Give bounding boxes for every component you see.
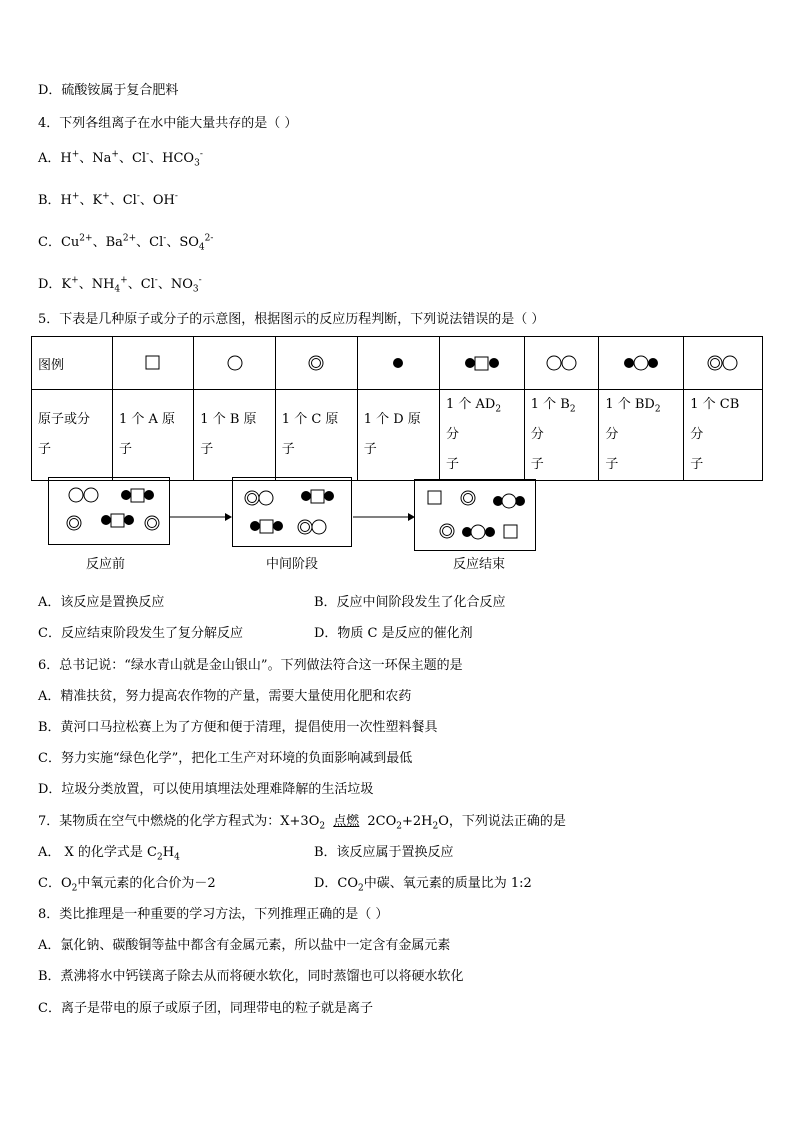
q5-legend-table	[31, 336, 763, 481]
q5-option-d: D．物质 C 是反应的催化剂	[314, 626, 473, 641]
double-circle-atom-icon	[307, 354, 325, 372]
ad2-molecule-icon	[462, 354, 502, 372]
arrow-before-to-middle-icon	[170, 511, 232, 523]
b2-molecule-icon	[545, 354, 579, 372]
reaction-before-particles	[49, 478, 169, 544]
circle-atom-icon	[226, 354, 244, 372]
q7-option-c: C．$O_2$中氧元素的化合价为－2	[38, 876, 216, 894]
desc-d-atom: 1 个 D 原子	[357, 390, 439, 481]
reaction-middle-particles	[233, 478, 351, 546]
legend-row-label: 图例	[32, 337, 113, 390]
q5-option-c: C．反应结束阶段发生了复分解反应	[38, 626, 243, 641]
q6-option-a: A．精准扶贫，努力提高农作物的产量，需要大量使用化肥和农药	[38, 689, 412, 704]
reaction-before-box	[48, 477, 170, 545]
q4-option-c: C．$Cu^{2+}$、$Ba^{2+}$、Cl-、$SO_4^{2-}$	[38, 233, 214, 253]
q8-stem: 8．类比推理是一种重要的学习方法，下列推理正确的是（ ）	[38, 907, 389, 922]
q5-option-a: A．该反应是置换反应	[38, 595, 165, 610]
black-dot-atom-icon	[391, 356, 405, 370]
legend-square	[113, 337, 194, 390]
bd2-molecule-icon	[621, 354, 661, 372]
q7-stem: 7．某物质在空气中燃烧的化学方程式为：$X+3O_2$ 点燃 $2CO_2+2H_2O$，下列说法正确的是	[38, 814, 566, 832]
legend-desc-label: 原子或分 子	[32, 390, 113, 481]
legend-dot	[357, 337, 439, 390]
q8-option-a: A．氯化钠、碳酸铜等盐中都含有金属元素，所以盐中一定含有金属元素	[38, 938, 451, 953]
desc-b2: 1 个 $B_2$ 分 子	[524, 390, 599, 481]
square-atom-icon	[145, 355, 161, 371]
desc-b-atom: 1 个 B 原子	[194, 390, 276, 481]
arrow-middle-to-after-icon	[353, 511, 415, 523]
reaction-middle-box	[232, 477, 352, 547]
q6-option-d: D．垃圾分类放置，可以使用填埋法处理难降解的生活垃圾	[38, 782, 374, 797]
cb-molecule-icon	[706, 354, 740, 372]
legend-ad2	[439, 337, 524, 390]
desc-cb: 1 个 CB 分 子	[684, 390, 763, 481]
reaction-after-particles	[415, 480, 535, 550]
q6-option-c: C．努力实施“绿色化学”，把化工生产对环境的负面影响减到最低	[38, 751, 413, 766]
desc-ad2: 1 个 $AD_2$ 分 子	[439, 390, 524, 481]
desc-bd2: 1 个 $BD_2$ 分 子	[599, 390, 684, 481]
legend-circle	[194, 337, 276, 390]
legend-bd2	[599, 337, 684, 390]
q7-option-d: D．$CO_2$中碳、氧元素的质量比为 1:2	[314, 876, 532, 894]
q8-option-c: C．离子是带电的原子或原子团，同理带电的粒子就是离子	[38, 1001, 373, 1016]
q6-stem: 6．总书记说：“绿水青山就是金山银山”。下列做法符合这一环保主题的是	[38, 658, 463, 673]
q4-option-a: A．H+、Na+、Cl-、$HCO_3^-$	[38, 149, 203, 169]
reaction-condition: 点燃	[333, 814, 360, 829]
q5-option-b: B．反应中间阶段发生了化合反应	[314, 595, 506, 610]
desc-a-atom: 1 个 A 原子	[113, 390, 194, 481]
q7-option-b: B．该反应属于置换反应	[314, 845, 454, 860]
reaction-after-box	[414, 479, 536, 551]
q4-option-d: D．K+、$NH_4^+$、Cl-、$NO_3^-$	[38, 275, 202, 295]
q5-stem: 5．下表是几种原子或分子的示意图，根据图示的反应历程判断，下列说法错误的是（ ）	[38, 312, 545, 327]
legend-cb	[684, 337, 763, 390]
q7-option-a: A． X 的化学式是 $C_2H_4$	[38, 845, 180, 863]
q3-option-d: D．硫酸铵属于复合肥料	[38, 83, 179, 98]
caption-middle: 中间阶段	[266, 557, 319, 572]
q4-option-b: B．H+、K+、Cl-、OH-	[38, 191, 178, 208]
caption-after: 反应结束	[453, 557, 506, 572]
q6-option-b: B．黄河口马拉松赛上为了方便和便于清理，提倡使用一次性塑料餐具	[38, 720, 438, 735]
legend-b2	[524, 337, 599, 390]
legend-double-circle	[275, 337, 357, 390]
q4-stem: 4．下列各组离子在水中能大量共存的是（ ）	[38, 116, 298, 131]
desc-c-atom: 1 个 C 原子	[275, 390, 357, 481]
q8-option-b: B．煮沸将水中钙镁离子除去从而将硬水软化，同时蒸馏也可以将硬水软化	[38, 969, 464, 984]
caption-before: 反应前	[86, 557, 126, 572]
